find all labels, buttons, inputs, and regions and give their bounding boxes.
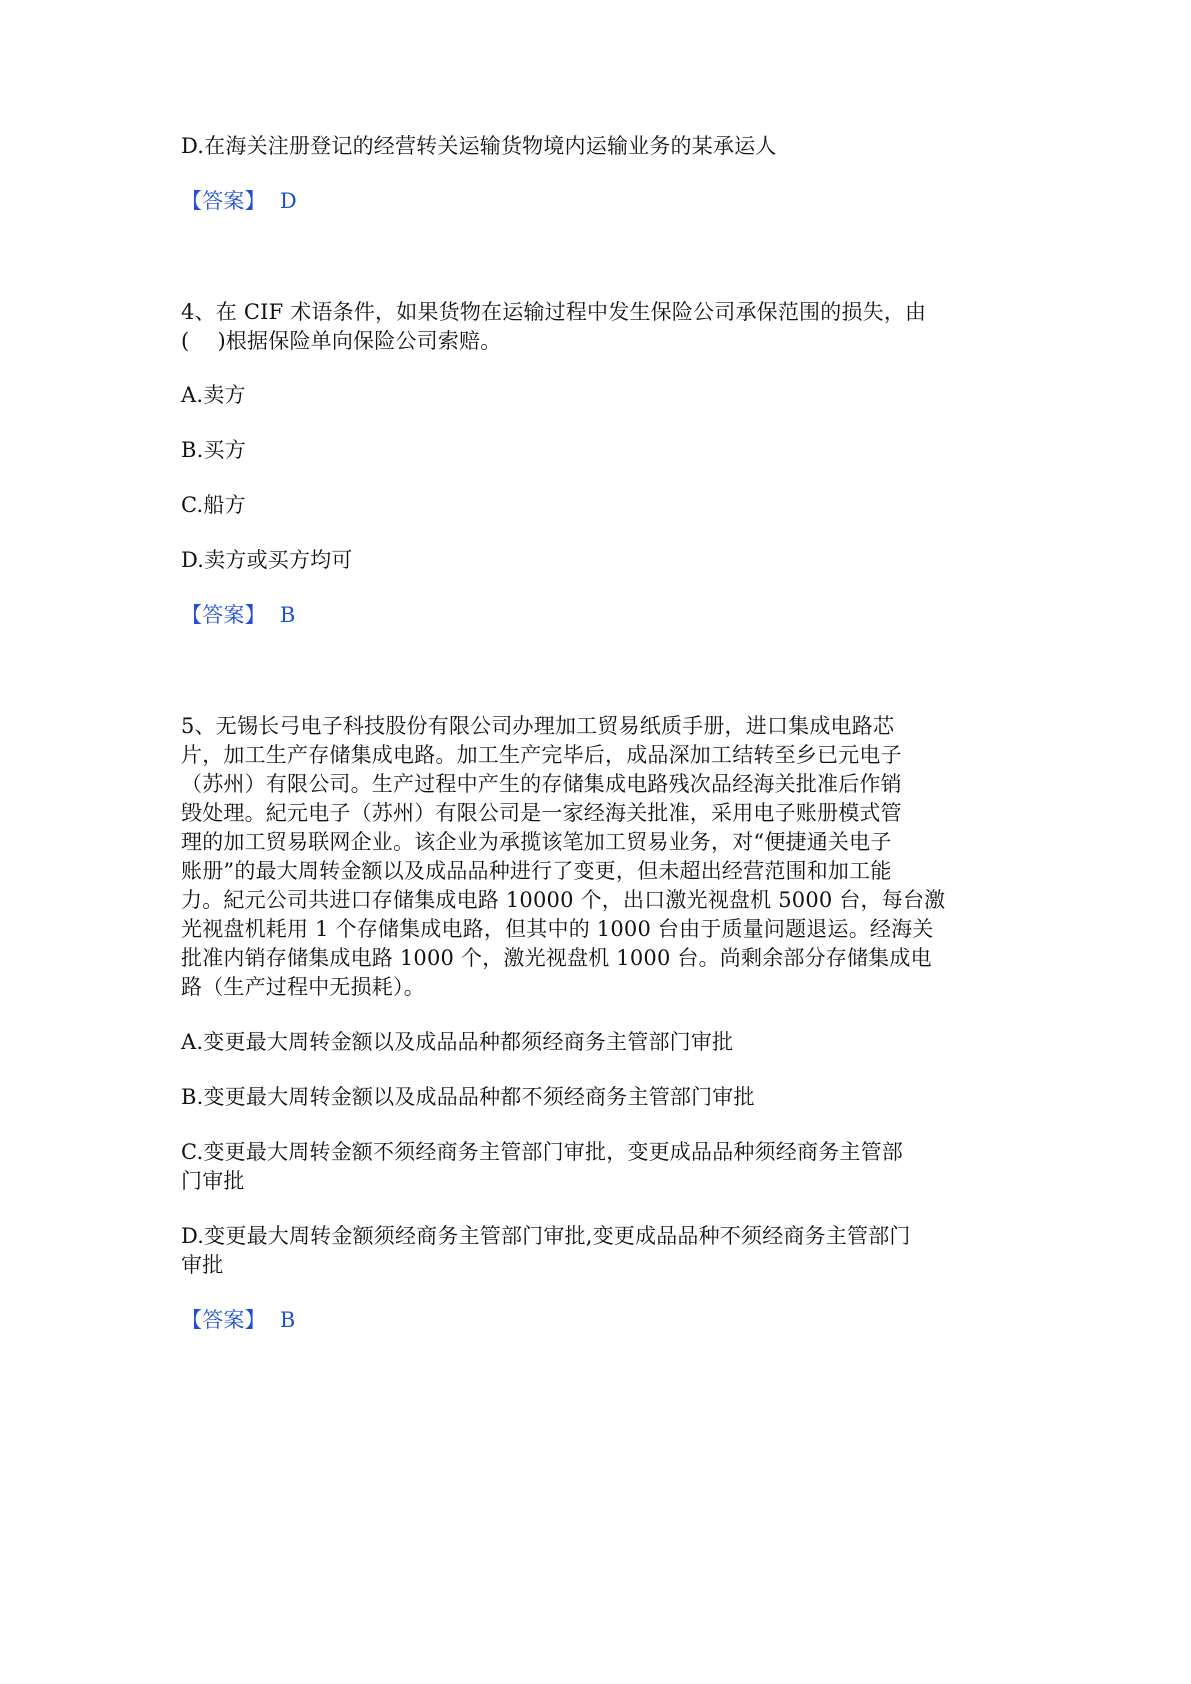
- answer-value: B: [279, 603, 296, 627]
- answer-value: B: [279, 1308, 296, 1332]
- answer-label: 【答案】: [181, 189, 266, 213]
- prev-option-d: D.在海关注册登记的经营转关运输货物境内运输业务的某承运人: [181, 134, 777, 158]
- q4-option-b: B.买方: [181, 438, 246, 462]
- prev-answer: [181, 187, 297, 216]
- q5-stem-line-3: （苏州）有限公司。生产过程中产生的存储集成电路残次品经海关批准后作销: [181, 772, 902, 796]
- q5-stem-line-5: 理的加工贸易联网企业。该企业为承揽该笔加工贸易业务，对“便捷通关电子: [181, 830, 892, 854]
- q5-stem-line-1: 5、无锡长弓电子科技股份有限公司办理加工贸易纸质手册，进口集成电路芯: [181, 714, 895, 738]
- q4-stem-line-2: ( )根据保险单向保险公司索赔。: [181, 329, 502, 353]
- q5-option-b: B.变更最大周转金额以及成品品种都不须经商务主管部门审批: [181, 1085, 755, 1109]
- q5-stem-line-8: 光视盘机耗用 1 个存储集成电路，但其中的 1000 台由于质量问题退运。经海关: [181, 917, 934, 941]
- q5-stem-line-4: 毁处理。紀元电子（苏州）有限公司是一家经海关批准，采用电子账册模式管: [181, 801, 902, 825]
- q5-option-d-line-1: D.变更最大周转金额须经商务主管部门审批,变更成品品种不须经商务主管部门: [181, 1224, 911, 1248]
- q5-stem-line-7: 力。紀元公司共进口存储集成电路 10000 个，出口激光视盘机 5000 台，每台激: [181, 888, 946, 912]
- q5-option-d-line-2: 审批: [181, 1253, 224, 1277]
- q4-stem-line-1: 4、在 CIF 术语条件，如果货物在运输过程中发生保险公司承保范围的损失，由: [181, 300, 927, 324]
- q4-option-d: D.卖方或买方均可: [181, 548, 353, 572]
- q4-option-a: A.卖方: [181, 383, 246, 407]
- q5-option-c-line-1: C.变更最大周转金额不须经商务主管部门审批，变更成品品种须经商务主管部: [181, 1140, 903, 1164]
- answer-value: D: [279, 189, 297, 213]
- answer-label: 【答案】: [181, 1308, 266, 1332]
- q5-stem-line-10: 路（生产过程中无损耗）。: [181, 975, 425, 999]
- q5-option-a: A.变更最大周转金额以及成品品种都须经商务主管部门审批: [181, 1030, 734, 1054]
- q5-answer: [181, 1306, 295, 1335]
- q5-stem-line-2: 片，加工生产存储集成电路。加工生产完毕后，成品深加工结转至乡已元电子: [181, 743, 902, 767]
- q4-answer: [181, 601, 295, 630]
- q5-stem-line-9: 批准内销存储集成电路 1000 个，激光视盘机 1000 台。尚剩余部分存储集成电: [181, 946, 932, 970]
- q4-option-c: C.船方: [181, 493, 246, 517]
- q5-stem-line-6: 账册”的最大周转金额以及成品品种进行了变更，但未超出经营范围和加工能: [181, 859, 892, 883]
- q5-option-c-line-2: 门审批: [181, 1169, 245, 1193]
- answer-label: 【答案】: [181, 603, 266, 627]
